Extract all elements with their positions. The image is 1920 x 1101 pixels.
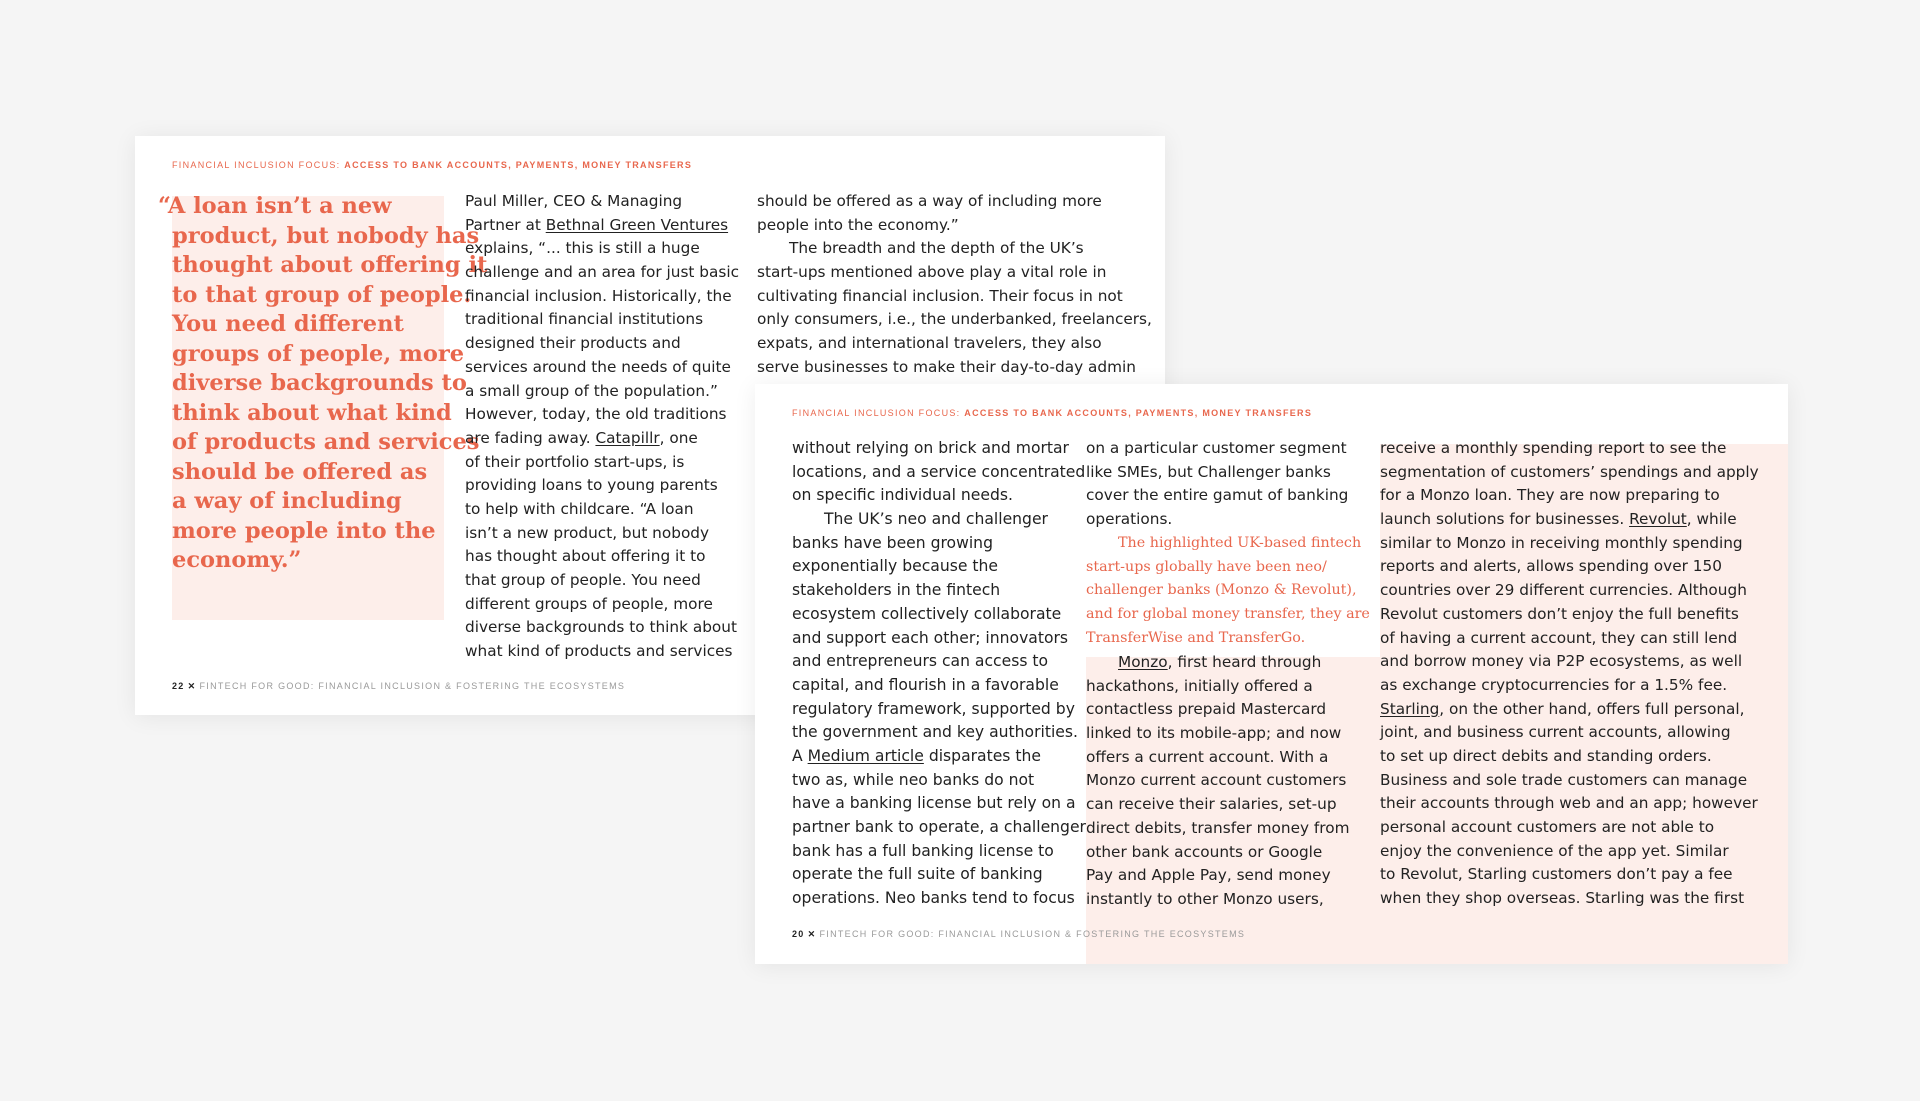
- starling-link[interactable]: Starling: [1380, 699, 1440, 718]
- text-line: services around the needs of quite: [465, 357, 731, 376]
- text-line: and borrow money via P2P ecosystems, as well: [1380, 652, 1743, 671]
- pull-quote-line: groups of people, more: [172, 340, 465, 367]
- running-head-topic: ACCESS TO BANK ACCOUNTS, PAYMENTS, MONEY TRANSFERS: [964, 408, 1313, 418]
- text-line: their accounts through web and an app; however: [1380, 794, 1758, 813]
- text-line: and entrepreneurs can access to: [792, 652, 1049, 671]
- text-line: regulatory framework, supported by: [792, 699, 1075, 718]
- cross-icon: ✕: [187, 681, 197, 691]
- pull-quote-line: “A loan isn’t a new: [158, 193, 392, 219]
- text-line: diverse backgrounds to think about: [465, 618, 737, 637]
- text-line: direct debits, transfer money from: [1086, 818, 1350, 837]
- body-column-3: [757, 190, 1152, 380]
- text-run: launch solutions for businesses.: [1380, 510, 1630, 529]
- running-head: [792, 408, 1312, 418]
- text-line: However, today, the old traditions: [465, 405, 727, 424]
- text-line: traditional financial institutions: [465, 310, 704, 329]
- running-head: [172, 160, 692, 170]
- text-line: capital, and flourish in a favorable: [792, 675, 1059, 694]
- running-head-prefix: FINANCIAL INCLUSION FOCUS:: [792, 408, 961, 418]
- text-run: , on the other hand, offers full personal,: [1439, 699, 1745, 718]
- body-column-2-top: [1086, 437, 1348, 532]
- text-line: challenge and an area for just basic: [465, 263, 739, 282]
- text-line: [792, 745, 1086, 769]
- text-line: Paul Miller, CEO & Managing: [465, 192, 683, 210]
- text-run: A: [792, 746, 808, 765]
- text-line: of having a current account, they can still lend: [1380, 628, 1738, 647]
- page-number: 22: [172, 681, 185, 691]
- text-line: isn’t a new product, but nobody: [465, 523, 710, 542]
- body-column-3: [1380, 437, 1759, 911]
- text-run: , first heard through: [1167, 653, 1322, 671]
- monzo-link[interactable]: Monzo: [1118, 653, 1168, 671]
- text-line: that group of people. You need: [465, 571, 701, 589]
- running-head-topic: ACCESS TO BANK ACCOUNTS, PAYMENTS, MONEY TRANSFERS: [344, 160, 693, 170]
- text-line: [1380, 508, 1759, 532]
- callout-line: and for global money transfer, they are: [1086, 606, 1370, 623]
- pull-quote-line: economy.”: [172, 547, 302, 573]
- text-line: [465, 214, 739, 238]
- text-line: serve businesses to make their day-to-day admin: [757, 357, 1136, 376]
- body-column-2: [465, 190, 739, 664]
- pull-quote-line: more people into the: [172, 517, 436, 544]
- text-line: a small group of the population.”: [465, 381, 718, 400]
- text-line: two as, while neo banks do not: [792, 770, 1035, 789]
- text-line: Monzo current account customers: [1086, 771, 1347, 790]
- text-run: , while: [1686, 510, 1737, 529]
- text-line: have a banking license but rely on a: [792, 794, 1076, 813]
- pull-quote-line: diverse backgrounds to: [172, 370, 467, 396]
- body-column-1: [792, 437, 1086, 911]
- highlight-callout: [1086, 532, 1370, 650]
- catapillr-link[interactable]: Catapillr: [595, 428, 660, 447]
- text-line: reports and alerts, allows spending over 150: [1380, 557, 1722, 576]
- pull-quote-line: thought about offering it: [172, 252, 488, 278]
- text-line: can receive their salaries, set-up: [1086, 795, 1337, 814]
- pull-quote-line: think about what kind: [172, 399, 452, 426]
- revolut-link[interactable]: Revolut: [1629, 510, 1687, 529]
- pull-quote-line: of products and services: [172, 429, 480, 455]
- text-line: without relying on brick and mortar: [792, 439, 1069, 457]
- text-line: operate the full suite of banking: [792, 865, 1043, 884]
- text-run: , one: [659, 428, 698, 447]
- text-line: of their portfolio start-ups, is: [465, 452, 685, 471]
- text-line: designed their products and: [465, 334, 681, 353]
- text-line: other bank accounts or Google: [1086, 842, 1323, 861]
- text-line: should be offered as a way of including more: [757, 192, 1102, 210]
- running-head-prefix: FINANCIAL INCLUSION FOCUS:: [172, 160, 341, 170]
- text-line: joint, and business current accounts, allowing: [1380, 723, 1731, 742]
- footer-title: FINTECH FOR GOOD: FINANCIAL INCLUSION & FOSTERING THE ECOSYSTEMS: [199, 681, 626, 691]
- text-line: instantly to other Monzo users,: [1086, 889, 1324, 908]
- text-line: similar to Monzo in receiving monthly spending: [1380, 533, 1743, 552]
- text-line: The UK’s neo and challenger: [824, 510, 1048, 529]
- text-line: cultivating financial inclusion. Their focus in not: [757, 286, 1123, 305]
- text-line: receive a monthly spending report to see the: [1380, 439, 1727, 457]
- text-line: partner bank to operate, a challenger: [792, 818, 1086, 836]
- pull-quote: [158, 192, 487, 576]
- pull-quote-line: product, but nobody has: [172, 222, 480, 249]
- callout-line: TransferWise and TransferGo.: [1086, 629, 1306, 646]
- text-line: what kind of products and services: [465, 642, 733, 661]
- text-run: Partner at: [465, 215, 546, 234]
- text-line: Pay and Apple Pay, send money: [1086, 866, 1331, 885]
- callout-line: The highlighted UK-based fintech: [1118, 535, 1362, 551]
- text-line: banks have been growing: [792, 533, 993, 552]
- text-line: on a particular customer segment: [1086, 439, 1347, 457]
- text-line: The breadth and the depth of the UK’s: [789, 239, 1084, 258]
- page-footer: [172, 681, 625, 692]
- text-line: enjoy the convenience of the app yet. Similar: [1380, 841, 1729, 860]
- text-line: operations. Neo banks tend to focus: [792, 889, 1075, 908]
- medium-article-link[interactable]: Medium article: [807, 746, 924, 765]
- text-line: bank has a full banking license to: [792, 841, 1054, 860]
- text-line: on specific individual needs.: [792, 486, 1013, 505]
- page-number: 20: [792, 929, 805, 939]
- text-line: cover the entire gamut of banking: [1086, 486, 1349, 505]
- text-line: ecosystem collectively collaborate: [792, 604, 1062, 623]
- callout-line: start-ups globally have been neo/: [1086, 558, 1327, 575]
- text-run: are fading away.: [465, 428, 596, 447]
- text-line: hackathons, initially offered a: [1086, 676, 1313, 695]
- text-line: contactless prepaid Mastercard: [1086, 700, 1327, 719]
- pull-quote-line: to that group of people.: [172, 281, 472, 308]
- text-line: and support each other; innovators: [792, 628, 1069, 647]
- bethnal-green-ventures-link[interactable]: Bethnal Green Ventures: [545, 215, 729, 234]
- text-line: locations, and a service concentrated: [792, 462, 1086, 481]
- text-line: people into the economy.”: [757, 215, 959, 234]
- text-line: different groups of people, more: [465, 594, 713, 613]
- text-line: like SMEs, but Challenger banks: [1086, 462, 1331, 481]
- text-line: to help with childcare. “A loan: [465, 499, 694, 518]
- text-line: personal account customers are not able to: [1380, 818, 1715, 836]
- text-line: [1380, 698, 1759, 722]
- text-line: segmentation of customers’ spendings and apply: [1380, 462, 1759, 481]
- text-line: [1086, 651, 1350, 675]
- pull-quote-line: You need different: [172, 311, 404, 337]
- text-line: Business and sole trade customers can manage: [1380, 770, 1748, 789]
- text-line: Revolut customers don’t enjoy the full benefits: [1380, 604, 1739, 623]
- text-line: operations.: [1086, 510, 1173, 529]
- text-line: explains, “... this is still a huge: [465, 239, 700, 258]
- text-line: to set up direct debits and standing orders.: [1380, 746, 1712, 765]
- text-line: linked to its mobile-app; and now: [1086, 724, 1342, 743]
- text-line: to Revolut, Starling customers don’t pay a fee: [1380, 865, 1733, 884]
- text-line: start-ups mentioned above play a vital role in: [757, 263, 1107, 282]
- text-line: stakeholders in the fintech: [792, 581, 1001, 600]
- text-line: exponentially because the: [792, 557, 998, 576]
- text-line: the government and key authorities.: [792, 723, 1078, 742]
- text-line: [465, 427, 739, 451]
- text-line: providing loans to young parents: [465, 476, 718, 495]
- page-footer: [792, 929, 1245, 940]
- text-line: for a Monzo loan. They are now preparing to: [1380, 486, 1720, 505]
- pull-quote-line: a way of including: [172, 488, 402, 514]
- text-line: expats, and international travelers, they also: [757, 334, 1102, 353]
- text-line: financial inclusion. Historically, the: [465, 286, 732, 305]
- text-run: disparates the: [923, 746, 1041, 765]
- pull-quote-line: should be offered as: [172, 458, 428, 485]
- body-column-2-bottom: [1086, 651, 1350, 912]
- text-line: has thought about offering it to: [465, 547, 706, 566]
- callout-line: challenger banks (Monzo & Revolut),: [1086, 582, 1357, 599]
- footer-title: FINTECH FOR GOOD: FINANCIAL INCLUSION & FOSTERING THE ECOSYSTEMS: [819, 929, 1246, 939]
- text-line: countries over 29 different currencies. Although: [1380, 581, 1747, 600]
- cross-icon: ✕: [807, 929, 817, 939]
- text-line: only consumers, i.e., the underbanked, freelancers,: [757, 310, 1152, 329]
- text-line: when they shop overseas. Starling was the first: [1380, 889, 1745, 908]
- text-line: as exchange cryptocurrencies for a 1.5% fee.: [1380, 675, 1728, 694]
- text-line: offers a current account. With a: [1086, 747, 1329, 766]
- page-20: [755, 384, 1788, 964]
